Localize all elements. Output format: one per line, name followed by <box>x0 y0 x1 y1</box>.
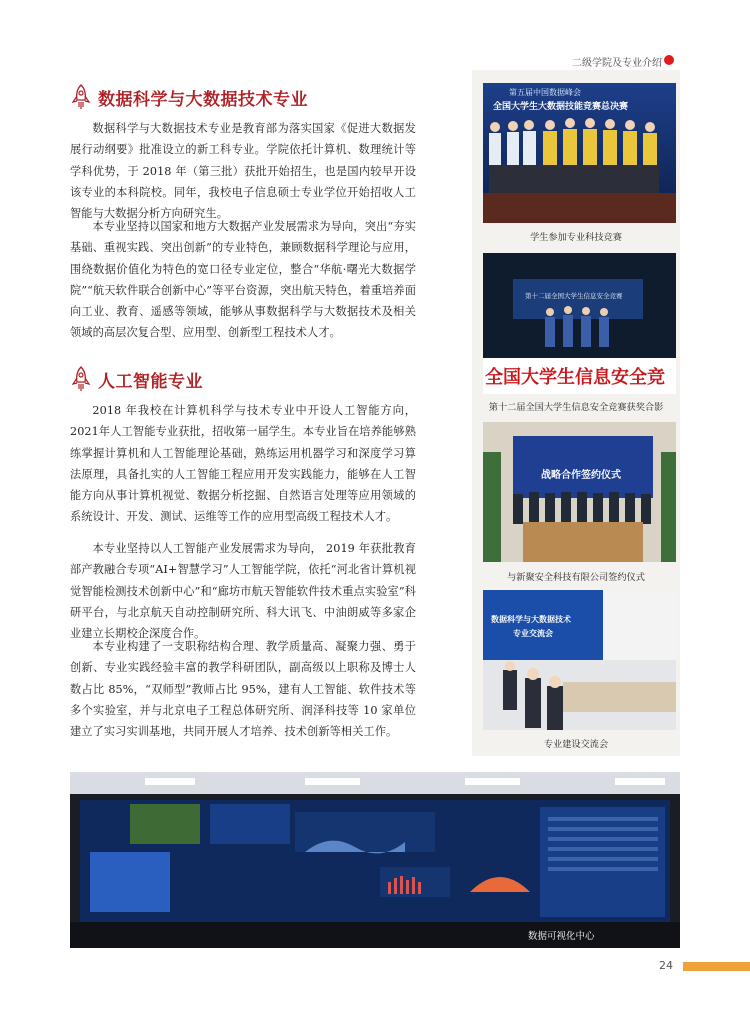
photo1-banner-line1: 第五届中国数据峰会 <box>509 88 581 97</box>
photo-caption: 专业建设交流会 <box>543 739 609 750</box>
paragraph: 数据科学与大数据技术专业是教育部为落实国家《促进大数据发展行动纲要》批准设立的新工科专业。学院依托计算机、数理统计等学科优势，于 2018 年（第三批）获批开始招生，也是国内较早开设该专业的本科院校。同年，我校电子信息硕士专业学位开始招收人工智能与大数据分析方向研究生。 <box>70 122 416 221</box>
section-title-text: 人工智能专业 <box>98 371 203 392</box>
photo2-banner-line1: 第十二届全国大学生信息安全竞赛 <box>525 292 623 300</box>
photo-data-visualization-center <box>70 772 680 948</box>
photo3-banner-line1: 战略合作签约仪式 <box>541 470 621 481</box>
photo-competition <box>483 83 676 223</box>
photo-exchange-meeting <box>483 590 676 730</box>
rocket-icon <box>70 84 92 110</box>
header-section-label: 二级学院及专业介绍 <box>572 58 662 69</box>
rocket-icon <box>70 366 92 392</box>
page-number: 24 <box>659 959 673 972</box>
photo2-banner-big: 全国大学生信息安全竞 <box>485 367 665 388</box>
photo-caption: 与新聚安全科技有限公司签约仪式 <box>507 572 645 583</box>
paragraph: 本专业坚持以国家和地方大数据产业发展需求为导向，突出“夯实基础、重视实践、突出创新”的专业特色，兼顾数据科学理论与应用，围绕数据价值化为特色的宽口径专业定位，整合“华航·曙光大数据学院”“航天软件联合创新中心”等平台资源，突出航天特色，着重培养面向工业、教育、遥感等领域，能够从事数据科学与大数据技术及相关领域的高层次复合型、应用型、创新型工程技术人才。 <box>70 220 416 340</box>
section-title-text: 数据科学与大数据技术专业 <box>98 89 308 110</box>
paragraph: 本专业坚持以人工智能产业发展需求为导向， 2019 年获批教育部产教融合专项“AI+智慧学习”人工智能学院，依托“河北省计算机视觉智能检测技术创新中心”和“廊坊市航天智能软件技术重点实验室”科研平台，与北京航天自动控制研究所、科大讯飞、中油朗威等多家企业建立长期校企深度合作。 <box>70 542 416 641</box>
page-accent-bar <box>683 962 750 971</box>
paragraph: 2018 年我校在计算机科学与技术专业中开设人工智能方向， 2021年人工智能专业获批，招收第一届学生。本专业旨在培养能够熟练掌握计算机和人工智能理论基础，熟练运用机器学习和深度学习算法原理，具备扎实的人工智能工程应用开发实践能力，能够在人工智能方向从事计算机视觉、数据分析挖掘、自然语言处理等应用领域的系统设计、开发、测试、运维等工作的应用型高级工程技术人才。 <box>70 404 416 524</box>
photo-caption: 学生参加专业科技竞赛 <box>530 232 622 243</box>
header-red-dot <box>664 55 674 65</box>
section-title-data-science <box>70 84 308 110</box>
photo-security-award <box>483 253 676 394</box>
paragraph: 本专业构建了一支职称结构合理、教学质量高、凝聚力强、勇于创新、专业实践经验丰富的教学科研团队，副高级以上职称及博士人数占比 85%，“双师型”教师占比 95%，建有人工智能、软件技术等多个实验室，并与北京电子工程总体研究所、润泽科技等 10 家单位建立了实习实训基地，共同开展人才培养、技术创新等相关工作。 <box>70 640 416 739</box>
photo-caption: 第十二届全国大学生信息安全竞赛获奖合影 <box>488 402 664 413</box>
photo1-banner-line2: 全国大学生大数据技能竞赛总决赛 <box>493 102 629 112</box>
photo-signing-ceremony <box>483 422 676 562</box>
photo4-banner-line1: 数据科学与大数据技术 <box>491 615 571 624</box>
photo4-banner-line2: 专业交流会 <box>513 629 553 638</box>
section-title-ai <box>70 366 203 392</box>
wide-photo-caption: 数据可视化中心 <box>528 931 595 942</box>
